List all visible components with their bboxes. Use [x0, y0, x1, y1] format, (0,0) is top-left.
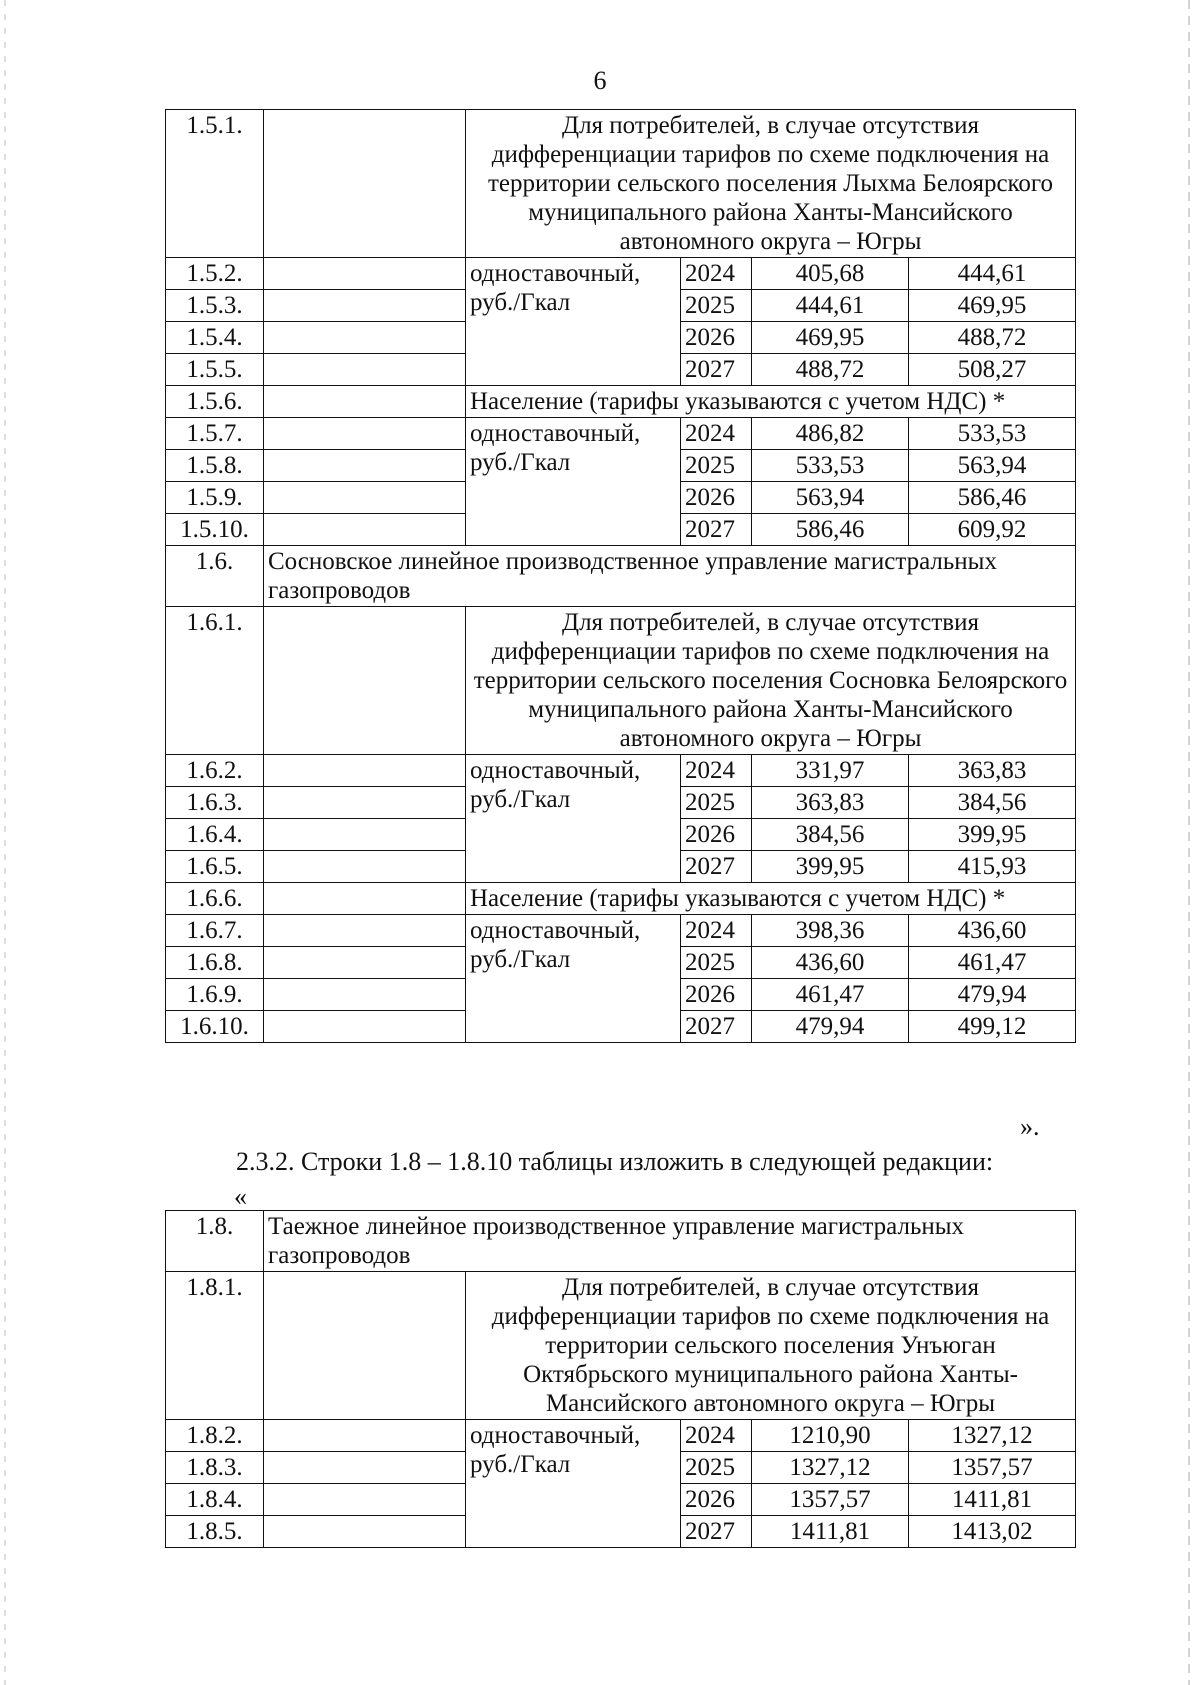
- year-cell: 2027: [681, 851, 752, 883]
- empty-cell: [264, 1420, 466, 1452]
- row-number-cell: 1.5.6.: [166, 386, 264, 418]
- empty-cell: [264, 354, 466, 386]
- row-number-cell: 1.5.3.: [166, 290, 264, 322]
- empty-cell: [264, 787, 466, 819]
- year-cell: 2025: [681, 1452, 752, 1484]
- table-row: [166, 1420, 1076, 1452]
- tariff-table-2: [165, 1210, 1076, 1548]
- tariff-value-cell: 1357,57: [909, 1452, 1076, 1484]
- tariff-value-cell: 1411,81: [752, 1516, 909, 1548]
- table-row: [166, 915, 1076, 947]
- table-row: [166, 386, 1076, 418]
- rate-type-cell: одноставочный, руб./Гкал: [466, 258, 681, 386]
- tariff-value-cell: 586,46: [752, 514, 909, 546]
- row-number-cell: 1.5.1.: [166, 110, 264, 258]
- tariff-value-cell: 399,95: [909, 819, 1076, 851]
- consumer-description-cell: Для потребителей, в случае отсутствия дифференциации тарифов по схеме подключения на территории сельского поселения Сосновка Белоярского муниципального района Ханты-Мансийского автономного округа – Югры: [466, 607, 1076, 755]
- tariff-value-cell: 363,83: [752, 787, 909, 819]
- tariff-value-cell: 586,46: [909, 482, 1076, 514]
- tariff-value-cell: 1327,12: [909, 1420, 1076, 1452]
- consumer-description-cell: Для потребителей, в случае отсутствия дифференциации тарифов по схеме подключения на территории сельского поселения Унъюган Октябрьского муниципального района Ханты-Мансийского автономного округа – Югры: [466, 1272, 1076, 1420]
- year-cell: 2026: [681, 819, 752, 851]
- row-number-cell: 1.6.2.: [166, 755, 264, 787]
- table-row: [166, 1272, 1076, 1420]
- tariff-value-cell: 436,60: [752, 947, 909, 979]
- empty-cell: [264, 1011, 466, 1043]
- tariff-value-cell: 479,94: [752, 1011, 909, 1043]
- year-cell: 2024: [681, 418, 752, 450]
- row-number-cell: 1.6.1.: [166, 607, 264, 755]
- empty-cell: [264, 1452, 466, 1484]
- row-number-cell: 1.5.5.: [166, 354, 264, 386]
- tariff-value-cell: 563,94: [752, 482, 909, 514]
- empty-cell: [264, 947, 466, 979]
- row-number-cell: 1.8.4.: [166, 1484, 264, 1516]
- rate-type-cell: одноставочный, руб./Гкал: [466, 418, 681, 546]
- rate-type-cell: одноставочный, руб./Гкал: [466, 755, 681, 883]
- closing-quote: ».: [1020, 1112, 1040, 1141]
- tariff-value-cell: 479,94: [909, 979, 1076, 1011]
- tariff-value-cell: 399,95: [752, 851, 909, 883]
- empty-cell: [264, 1516, 466, 1548]
- year-cell: 2026: [681, 1484, 752, 1516]
- table-row: [166, 883, 1076, 915]
- row-number-cell: 1.5.8.: [166, 450, 264, 482]
- empty-cell: [264, 915, 466, 947]
- year-cell: 2026: [681, 979, 752, 1011]
- tariff-value-cell: 461,47: [752, 979, 909, 1011]
- row-number-cell: 1.8.1.: [166, 1272, 264, 1420]
- empty-cell: [264, 851, 466, 883]
- rate-type-cell: одноставочный, руб./Гкал: [466, 915, 681, 1043]
- tariff-value-cell: 405,68: [752, 258, 909, 290]
- tariff-value-cell: 331,97: [752, 755, 909, 787]
- amendment-paragraph: 2.3.2. Строки 1.8 – 1.8.10 таблицы изложить в следующей редакции:: [236, 1147, 994, 1176]
- empty-cell: [264, 607, 466, 755]
- rate-type-cell: одноставочный, руб./Гкал: [466, 1420, 681, 1548]
- year-cell: 2024: [681, 755, 752, 787]
- year-cell: 2027: [681, 1516, 752, 1548]
- empty-cell: [264, 450, 466, 482]
- tariff-value-cell: 469,95: [909, 290, 1076, 322]
- page-number: 6: [593, 66, 607, 95]
- tariff-value-cell: 363,83: [909, 755, 1076, 787]
- year-cell: 2026: [681, 322, 752, 354]
- tariff-value-cell: 444,61: [752, 290, 909, 322]
- row-number-cell: 1.5.9.: [166, 482, 264, 514]
- scan-edge-right: [1188, 0, 1190, 1685]
- table-row: [166, 258, 1076, 290]
- year-cell: 2024: [681, 258, 752, 290]
- empty-cell: [264, 514, 466, 546]
- row-number-cell: 1.5.7.: [166, 418, 264, 450]
- empty-cell: [264, 819, 466, 851]
- row-number-cell: 1.6.9.: [166, 979, 264, 1011]
- tariff-value-cell: 563,94: [909, 450, 1076, 482]
- table-row: [166, 755, 1076, 787]
- tariff-value-cell: 486,82: [752, 418, 909, 450]
- tariff-value-cell: 461,47: [909, 947, 1076, 979]
- consumer-description-cell: Для потребителей, в случае отсутствия дифференциации тарифов по схеме подключения на территории сельского поселения Лыхма Белоярского муниципального района Ханты-Мансийского автономного округа – Югры: [466, 110, 1076, 258]
- row-number-cell: 1.6.: [166, 546, 264, 607]
- opening-quote: «: [234, 1182, 247, 1211]
- year-cell: 2025: [681, 787, 752, 819]
- table-row: [166, 607, 1076, 755]
- empty-cell: [264, 418, 466, 450]
- population-note-cell: Население (тарифы указываются с учетом НДС) *: [466, 386, 1076, 418]
- empty-cell: [264, 386, 466, 418]
- row-number-cell: 1.6.8.: [166, 947, 264, 979]
- organization-name-cell: Сосновское линейное производственное управление магистральных газопроводов: [264, 546, 1076, 607]
- tariff-value-cell: 384,56: [909, 787, 1076, 819]
- row-number-cell: 1.8.: [166, 1211, 264, 1272]
- tariff-value-cell: 488,72: [752, 354, 909, 386]
- tariff-table-1: [165, 109, 1076, 1043]
- empty-cell: [264, 290, 466, 322]
- row-number-cell: 1.6.5.: [166, 851, 264, 883]
- year-cell: 2025: [681, 450, 752, 482]
- row-number-cell: 1.6.4.: [166, 819, 264, 851]
- tariff-value-cell: 415,93: [909, 851, 1076, 883]
- year-cell: 2025: [681, 290, 752, 322]
- table-row: [166, 1211, 1076, 1272]
- row-number-cell: 1.6.6.: [166, 883, 264, 915]
- tariff-value-cell: 469,95: [752, 322, 909, 354]
- row-number-cell: 1.8.2.: [166, 1420, 264, 1452]
- year-cell: 2027: [681, 1011, 752, 1043]
- year-cell: 2024: [681, 915, 752, 947]
- tariff-value-cell: 499,12: [909, 1011, 1076, 1043]
- tariff-value-cell: 436,60: [909, 915, 1076, 947]
- tariff-value-cell: 1413,02: [909, 1516, 1076, 1548]
- table-row: [166, 110, 1076, 258]
- empty-cell: [264, 883, 466, 915]
- row-number-cell: 1.6.7.: [166, 915, 264, 947]
- tariff-value-cell: 533,53: [909, 418, 1076, 450]
- empty-cell: [264, 755, 466, 787]
- population-note-cell: Население (тарифы указываются с учетом НДС) *: [466, 883, 1076, 915]
- row-number-cell: 1.5.4.: [166, 322, 264, 354]
- tariff-value-cell: 1210,90: [752, 1420, 909, 1452]
- empty-cell: [264, 258, 466, 290]
- year-cell: 2027: [681, 514, 752, 546]
- tariff-value-cell: 508,27: [909, 354, 1076, 386]
- scan-edge-left: [4, 0, 6, 1685]
- tariff-value-cell: 1327,12: [752, 1452, 909, 1484]
- empty-cell: [264, 482, 466, 514]
- year-cell: 2027: [681, 354, 752, 386]
- tariff-value-cell: 533,53: [752, 450, 909, 482]
- table-row: [166, 546, 1076, 607]
- row-number-cell: 1.6.10.: [166, 1011, 264, 1043]
- empty-cell: [264, 1484, 466, 1516]
- tariff-value-cell: 398,36: [752, 915, 909, 947]
- empty-cell: [264, 322, 466, 354]
- row-number-cell: 1.6.3.: [166, 787, 264, 819]
- tariff-value-cell: 384,56: [752, 819, 909, 851]
- row-number-cell: 1.5.2.: [166, 258, 264, 290]
- row-number-cell: 1.8.5.: [166, 1516, 264, 1548]
- tariff-value-cell: 488,72: [909, 322, 1076, 354]
- empty-cell: [264, 979, 466, 1011]
- tariff-value-cell: 1411,81: [909, 1484, 1076, 1516]
- table-row: [166, 418, 1076, 450]
- year-cell: 2026: [681, 482, 752, 514]
- tariff-value-cell: 444,61: [909, 258, 1076, 290]
- row-number-cell: 1.8.3.: [166, 1452, 264, 1484]
- tariff-value-cell: 609,92: [909, 514, 1076, 546]
- year-cell: 2024: [681, 1420, 752, 1452]
- empty-cell: [264, 1272, 466, 1420]
- organization-name-cell: Таежное линейное производственное управление магистральных газопроводов: [264, 1211, 1076, 1272]
- row-number-cell: 1.5.10.: [166, 514, 264, 546]
- tariff-value-cell: 1357,57: [752, 1484, 909, 1516]
- year-cell: 2025: [681, 947, 752, 979]
- empty-cell: [264, 110, 466, 258]
